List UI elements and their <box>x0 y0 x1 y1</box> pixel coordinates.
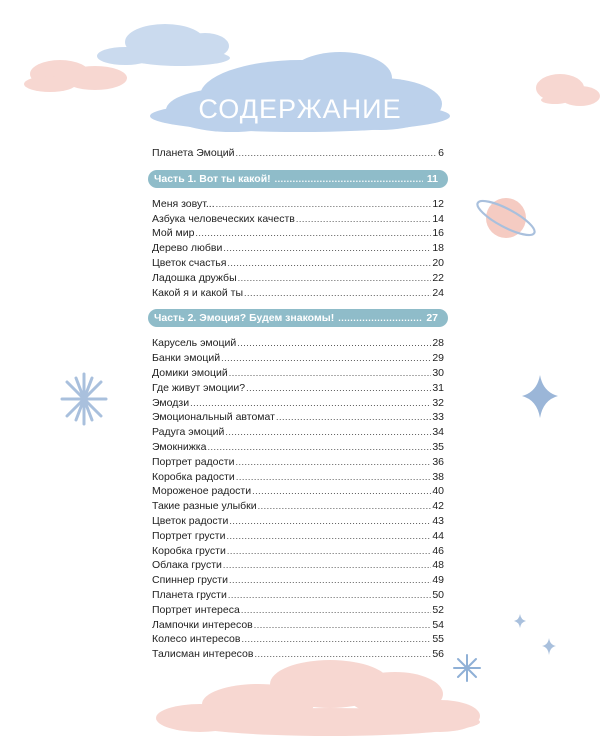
toc-entry-label: Портрет грусти <box>152 529 226 542</box>
toc-entry-label: Где живут эмоции? <box>152 381 246 394</box>
toc-entry-page: 44 <box>432 529 444 542</box>
leader-dots <box>296 212 431 227</box>
toc-entry-page: 48 <box>432 559 444 572</box>
part-page: 27 <box>426 312 438 325</box>
leader-dots <box>227 544 431 559</box>
toc-entry-label: Эмоциональный автомат <box>152 411 275 424</box>
toc-entry-page: 12 <box>432 197 444 210</box>
toc-entry[interactable] <box>152 286 444 301</box>
toc-entry-label: Портрет радости <box>152 455 235 468</box>
leader-dots <box>275 170 423 188</box>
toc-entry-page: 33 <box>432 411 444 424</box>
blue-cloud-top <box>97 24 230 66</box>
toc-entry-label: Ладошка дружбы <box>152 271 237 284</box>
toc-entry[interactable] <box>152 558 444 573</box>
toc-entry[interactable] <box>152 484 444 499</box>
toc-entry[interactable] <box>152 470 444 485</box>
leader-dots <box>238 271 432 286</box>
toc-entry[interactable] <box>152 271 444 286</box>
leader-dots <box>227 256 431 271</box>
leader-dots <box>237 336 431 351</box>
toc-entry[interactable] <box>152 499 444 514</box>
leader-dots <box>246 381 431 396</box>
toc-entry-label: Планета грусти <box>152 588 227 601</box>
sparkle-star-icon <box>454 655 480 681</box>
toc-entry-page: 28 <box>432 337 444 350</box>
toc-entry-label: Колесо интересов <box>152 633 241 646</box>
toc-entry[interactable] <box>152 647 444 662</box>
toc-entry-page: 6 <box>438 147 444 159</box>
toc-entry[interactable] <box>152 588 444 603</box>
toc-entry[interactable] <box>152 529 444 544</box>
toc-entry-page: 35 <box>432 440 444 453</box>
toc-entry-page: 24 <box>432 286 444 299</box>
toc-entry-page: 14 <box>432 212 444 225</box>
leader-dots <box>226 529 431 544</box>
toc-entry[interactable] <box>152 410 444 425</box>
toc-entry-page: 55 <box>432 633 444 646</box>
toc-entry[interactable] <box>152 366 444 381</box>
page-title: СОДЕРЖАНИЕ <box>198 94 402 124</box>
toc-entry[interactable] <box>152 241 444 256</box>
toc-entry-page: 36 <box>432 455 444 468</box>
toc-entry[interactable] <box>152 351 444 366</box>
leader-dots <box>235 146 437 161</box>
small-star-icon <box>514 614 526 628</box>
table-of-contents <box>152 146 444 662</box>
toc-entry-label: Домики эмоций <box>152 366 228 379</box>
toc-entry-label: Дерево любви <box>152 242 223 255</box>
toc-entry[interactable] <box>152 440 444 455</box>
leader-dots <box>225 425 431 440</box>
toc-entry[interactable] <box>152 603 444 618</box>
toc-entry-page: 46 <box>432 544 444 557</box>
leader-dots <box>236 470 432 485</box>
leader-dots <box>258 499 432 514</box>
leader-dots <box>221 351 431 366</box>
leader-dots <box>229 366 432 381</box>
planet-icon <box>474 195 539 241</box>
toc-entry-page: 20 <box>432 256 444 269</box>
toc-entry-page: 32 <box>432 396 444 409</box>
toc-entry-page: 54 <box>432 618 444 631</box>
leader-dots <box>254 647 431 662</box>
toc-entry-page: 43 <box>432 514 444 527</box>
toc-entry[interactable] <box>152 514 444 529</box>
toc-entry[interactable] <box>152 197 444 212</box>
toc-entry[interactable] <box>152 425 444 440</box>
part-label: Часть 1. Вот ты какой! <box>154 172 271 185</box>
toc-part-2[interactable] <box>148 309 448 327</box>
small-star-icon-2 <box>542 638 556 655</box>
toc-entry-page: 31 <box>432 381 444 394</box>
toc-entry-label: Азбука человеческих качеств <box>152 212 295 225</box>
toc-entry[interactable] <box>152 336 444 351</box>
toc-entry-label: Эмокнижка <box>152 440 207 453</box>
leader-dots <box>223 558 431 573</box>
toc-part-1[interactable] <box>148 170 448 188</box>
toc-entry-page: 29 <box>432 352 444 365</box>
part-label: Часть 2. Эмоция? Будем знакомы! <box>154 312 335 325</box>
toc-entry[interactable] <box>152 573 444 588</box>
leader-dots <box>338 309 422 327</box>
toc-entry-label: Мой мир <box>152 227 195 240</box>
leader-dots <box>195 226 431 241</box>
pink-cloud-bottom <box>156 660 480 736</box>
toc-entry[interactable] <box>152 544 444 559</box>
toc-entry-label: Цветок радости <box>152 514 229 527</box>
toc-entry-page: 52 <box>432 603 444 616</box>
toc-entry-page: 49 <box>432 574 444 587</box>
toc-entry[interactable] <box>152 381 444 396</box>
leader-dots <box>190 396 431 411</box>
toc-entry-label: Карусель эмоций <box>152 337 237 350</box>
leader-dots <box>241 632 431 647</box>
toc-entry-label: Цветок счастья <box>152 256 227 269</box>
toc-entry[interactable] <box>152 632 444 647</box>
toc-entry-label: Портрет интереса <box>152 603 240 616</box>
toc-entry[interactable] <box>152 618 444 633</box>
toc-entry-label: Планета Эмоций <box>152 147 235 159</box>
star-icon-left <box>62 374 106 424</box>
toc-entry-label: Меня зовут... <box>152 197 215 210</box>
leader-dots <box>235 455 431 470</box>
part-page: 11 <box>426 172 438 185</box>
toc-entry-label: Эмодзи <box>152 396 190 409</box>
star-icon-right <box>522 375 558 418</box>
pink-cloud-top-left <box>24 60 127 92</box>
leader-dots <box>244 286 431 301</box>
toc-entry-label: Такие разные улыбки <box>152 500 257 513</box>
leader-dots <box>207 440 431 455</box>
toc-entry-label: Лампочки интересов <box>152 618 253 631</box>
toc-entry-label: Талисман интересов <box>152 648 254 661</box>
toc-entry[interactable] <box>152 226 444 241</box>
toc-entry-page: 34 <box>432 426 444 439</box>
toc-entry-label: Радуга эмоций <box>152 426 225 439</box>
leader-dots <box>252 484 431 499</box>
toc-entry-page: 56 <box>432 648 444 661</box>
toc-entry[interactable] <box>152 455 444 470</box>
toc-entry[interactable] <box>152 396 444 411</box>
toc-entry-label: Коробка грусти <box>152 544 226 557</box>
toc-entry-page: 22 <box>432 271 444 284</box>
leader-dots <box>276 410 431 425</box>
toc-entry-label: Коробка радости <box>152 470 235 483</box>
toc-entry-page: 40 <box>432 485 444 498</box>
leader-dots <box>228 588 431 603</box>
toc-entry-intro[interactable] <box>152 146 444 161</box>
toc-entry-label: Спиннер грусти <box>152 574 228 587</box>
toc-entry-page: 18 <box>432 242 444 255</box>
leader-dots <box>223 241 431 256</box>
toc-entry-label: Облака грусти <box>152 559 222 572</box>
toc-entry-page: 16 <box>432 227 444 240</box>
leader-dots <box>229 514 431 529</box>
leader-dots <box>229 573 431 588</box>
leader-dots <box>241 603 431 618</box>
toc-entry-label: Мороженое радости <box>152 485 252 498</box>
leader-dots <box>254 618 432 633</box>
leader-dots <box>216 197 432 212</box>
toc-entry-page: 30 <box>432 366 444 379</box>
toc-entry-label: Банки эмоций <box>152 352 221 365</box>
toc-entry-label: Какой я и какой ты <box>152 286 244 299</box>
toc-entry[interactable] <box>152 212 444 227</box>
toc-entry[interactable] <box>152 256 444 271</box>
toc-entry-page: 38 <box>432 470 444 483</box>
toc-entry-page: 50 <box>432 588 444 601</box>
toc-entry-page: 42 <box>432 500 444 513</box>
